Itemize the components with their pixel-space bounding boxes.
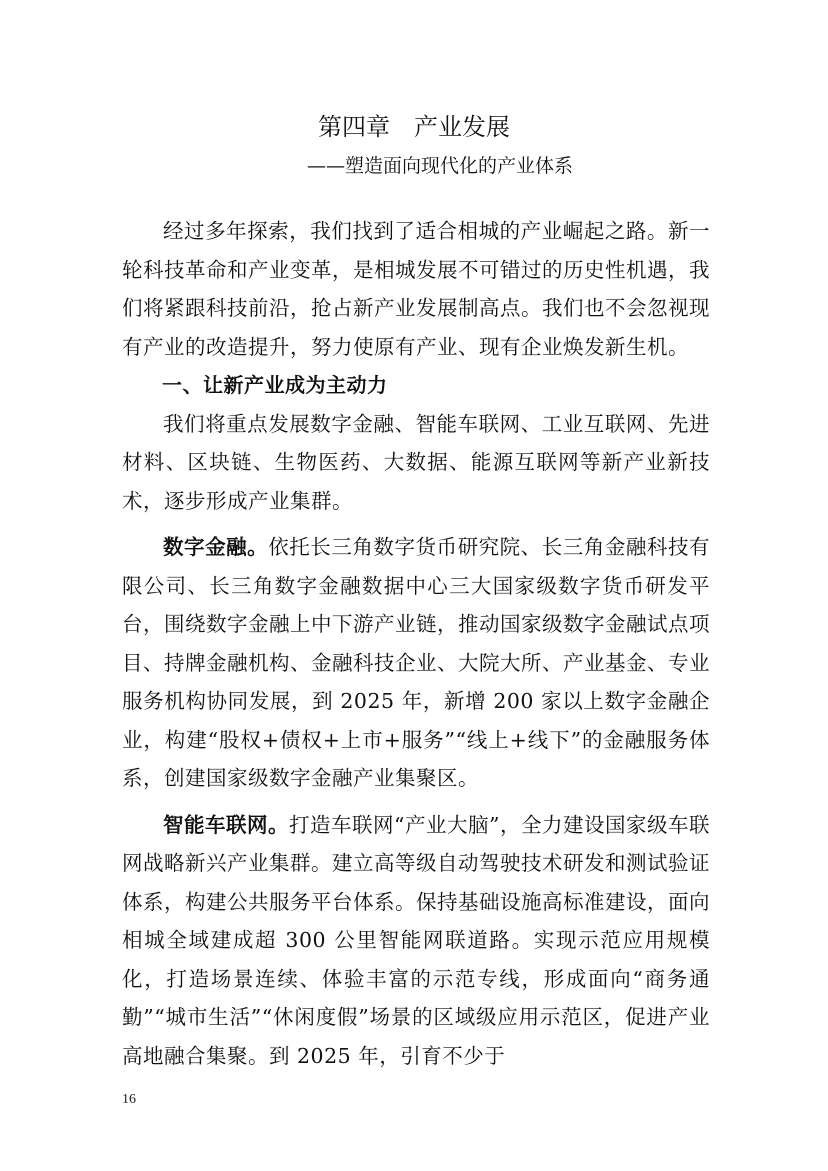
digital-finance-paragraph (122, 528, 710, 798)
iov-lead: 智能车联网。 (163, 812, 290, 837)
body-text (122, 212, 710, 1075)
digital-finance-lead: 数字金融。 (163, 535, 269, 559)
intro-paragraph: 经过多年探索，我们找到了适合相城的产业崛起之路。新一轮科技革命和产业变革，是相城发展不可错过的历史性机遇，我们将紧跟科技前沿，抢占新产业发展制高点。我们也不会忽视现有产业的改造提升，努力使原有产业、现有企业焕发新生机。 (122, 219, 710, 359)
page-number: 16 (122, 1092, 136, 1107)
chapter-title: 第四章 产业发展 (318, 113, 510, 141)
digital-finance-text: 依托长三角数字货币研究院、长三角金融科技有限公司、长三角数字金融数据中心三大国家级数字货币研发平台，围绕数字金融上中下游产业链，推动国家级数字金融试点项目、持牌金融机构、金融科技企业、大院大所、产业基金、专业服务机构协同发展，到 2025 年，新增 200 家以上数字金融企业，构建“股权+债权+上市+服务”“线上+线下”的金融服务体系，创建国家级数字金融产业集聚区。 (122, 535, 711, 790)
section-heading: 一、让新产业成为主动力 (162, 373, 388, 397)
section1-paragraph: 我们将重点发展数字金融、智能车联网、工业互联网、先进材料、区块链、生物医药、大数据、能源互联网等新产业新技术，逐步形成产业集群。 (122, 411, 710, 513)
chapter-subtitle: ——塑造面向现代化的产业体系 (306, 155, 573, 177)
iov-text: 打造车联网“产业大脑”，全力建设国家级车联网战略新兴产业集群。建立高等级自动驾驶技术研发和测试验证体系，构建公共服务平台体系。保持基础设施高标准建设，面向相城全域建成超 300 公里智能网联道路。实现示范应用规模化，打造场景连续、体验丰富的示范专线，形成面向“商务通勤”“城市生活”“休闲度假”场景的区域级应用示范区，促进产业高地融合集聚。到 2025 年，引育不少于 (122, 812, 710, 1068)
iov-paragraph (122, 806, 710, 1076)
